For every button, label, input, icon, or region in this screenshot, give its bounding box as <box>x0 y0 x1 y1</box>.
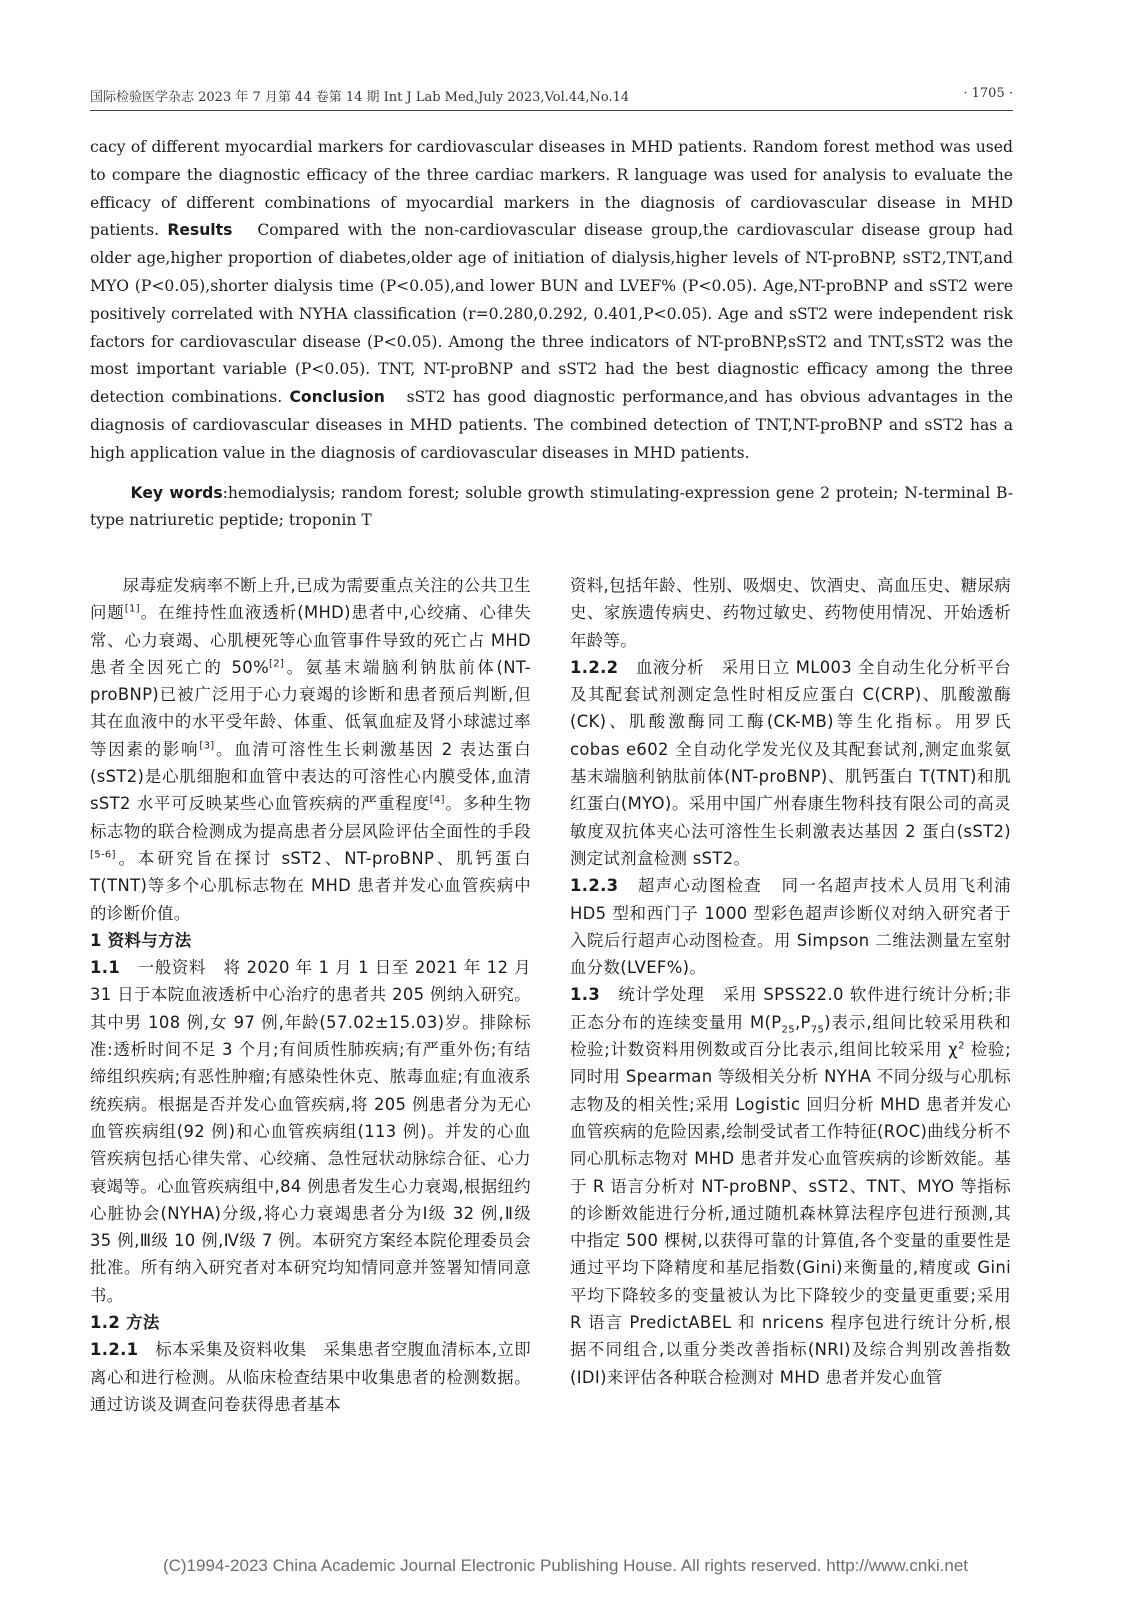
subsection-heading-1-2: 1.2 方法 <box>90 1313 160 1333</box>
subsection-1-3: 1.3 统计学处理 采用 SPSS22.0 软件进行统计分析;非正态分布的连续变量用 $M(P_{25},P_{75})$表示,组间比较采用秩和检验;计数资料用例数或百分比表示,组间比较采用 $\chi^2$ 检验;同时用 Spearman 等级相关分析 NYHA 不同分级与心肌标志物及的相关性;采用 Logistic 回归分析 MHD 患者并发心血管疾病的危险因素,绘制受试者工作特征(ROC)曲线分析不同心肌标志物对 MHD 患者并发心血管疾病的诊断效能。基于 R 语言分析对 NT-proBNP、sST2、TNT、MYO 等指标的诊断效能进行分析,通过随机森林算法程序包进行预测,其中指定 500 棵树,以获得可靠的计算值,各个变量的重要性是通过平均下降精度和基尼指数(Gini)来衡量的,精度或 Gini 平均下降较多的变量被认为比下降较少的变量更重要;采用 R 语言 PredictABEL 和 nricens 程序包进行统计分析,根据不同组合,以重分类改善指标(NRI)及综合判别改善指数(IDI)来评估各种联合检测对 MHD 患者并发心血管 <box>570 985 1011 1387</box>
right-column <box>570 572 1011 1391</box>
english-abstract <box>90 134 1013 535</box>
conclusion-text: sST2 has good diagnostic performance,and has obvious advantages in the diagnosis of cardiovascular diseases in MHD patients. The combined detection of TNT,NT-proBNP and sST2 has a high application value in the diagnosis of cardiovascular diseases in MHD patients. <box>90 388 1013 462</box>
results-text: Compared with the non-cardiovascular disease group,the cardiovascular disease group had older age,higher proportion of diabetes,older age of initiation of dialysis,higher levels of NT-proBNP, sST2,TNT,and MYO (P<0.05),shorter dialysis time (P<0.05),and lower BUN and LVEF% (P<0.05). Age,NT-proBNP and sST2 were positively correlated with NYHA classification (r=0.280,0.292, 0.401,P<0.05). Age and sST2 were independent risk factors for cardiovascular disease (P<0.05). Among the three indicators of NT-proBNP,sST2 and TNT,sST2 was the most important variable (P<0.05). TNT, NT-proBNP and sST2 had the best diagnostic efficacy among the three detection combinations. <box>90 221 1013 407</box>
results-label: Results <box>167 221 233 240</box>
intro-paragraph: 尿毒症发病率不断上升,已成为需要重点关注的公共卫生问题[1]。在维持性血液透析(MHD)患者中,心绞痛、心律失常、心力衰竭、心肌梗死等心血管事件导致的死亡占 MHD 患者全因死亡的 50%[2]。氨基末端脑利钠肽前体(NT-proBNP)已被广泛用于心力衰竭的诊断和患者预后判断,但其在血液中的水平受年龄、体重、低氧血症及肾小球滤过率等因素的影响[3]。血清可溶性生长刺激基因 2 表达蛋白(sST2)是心肌细胞和血管中表达的可溶性心内膜受体,血清 sST2 水平可反映某些心血管疾病的严重程度[4]。多种生物标志物的联合检测成为提高患者分层风险评估全面性的手段[5-6]。本研究旨在探讨 sST2、NT-proBNP、肌钙蛋白 T(TNT)等多个心肌标志物在 MHD 患者并发心血管疾病中的诊断价值。 <box>90 576 531 923</box>
subsection-number: 1.2.3 <box>570 876 619 896</box>
continued-paragraph: 资料,包括年龄、性别、吸烟史、饮酒史、高血压史、糖尿病史、家族遗传病史、药物过敏史、药物使用情况、开始透析年龄等。 <box>570 576 1011 650</box>
keywords-line <box>90 480 1013 536</box>
citation: [1] <box>124 603 141 615</box>
subsection-1-2-2: 1.2.2 血液分析 采用日立 ML003 全自动生化分析平台及其配套试剂测定急性时相反应蛋白 C(CRP)、肌酸激酶(CK)、肌酸激酶同工酶(CK-MB)等生化指标。用罗氏 cobas e602 全自动化学发光仪及其配套试剂,测定血浆氨基末端脑利钠肽前体(NT-proBNP)、肌钙蛋白 T(TNT)和肌红蛋白(MYO)。采用中国广州春康生物科技有限公司的高灵敏度双抗体夹心法可溶性生长刺激表达基因 2 蛋白(sST2)测定试剂盒检测 sST2。 <box>570 657 1011 868</box>
subsection-number: 1.1 <box>90 958 121 978</box>
copyright-footer: (C)1994-2023 China Academic Journal Electronic Publishing House. All rights reserved. http://www.cnki.net <box>162 1556 969 1575</box>
subsection-title: 一般资料 <box>137 958 207 978</box>
citation: [5-6] <box>90 849 116 861</box>
subsection-number: 1.2.1 <box>90 1340 139 1360</box>
subsection-1-2-1: 1.2.1 标本采集及资料收集 采集患者空腹血清标本,立即离心和进行检测。从临床检查结果中收集患者的检测数据。通过访谈及调查问卷获得患者基本 <box>90 1340 531 1414</box>
subsection-title: 超声心动图检查 <box>638 876 763 896</box>
citation: [3] <box>199 740 215 752</box>
page-number: · 1705 · <box>963 86 1013 101</box>
abstract-body <box>90 134 1013 468</box>
running-title: 国际检验医学杂志 2023 年 7 月第 44 卷第 14 期 Int J Lab Med,July 2023,Vol.44,No.14 <box>90 90 630 105</box>
citation: [4] <box>429 794 445 806</box>
subsection-number: 1.2.2 <box>570 657 619 677</box>
subsection-title: 血液分析 <box>636 657 705 677</box>
abstract-methods-text: cacy of different myocardial markers for cardiovascular diseases in MHD patients. Random forest method was used to compare the diagnostic efficacy of the three cardiac markers. R language was used for analysis to evaluate the efficacy of different combinations of myocardial markers in the diagnosis of cardiovascular disease in MHD patients. <box>90 138 1013 240</box>
superscript: 2 <box>958 1040 965 1052</box>
subsection-number: 1.3 <box>570 985 601 1005</box>
header-rule <box>90 110 1013 111</box>
subscript: 25 <box>781 1024 795 1036</box>
keywords-text: :hemodialysis; random forest; soluble growth stimulating-expression gene 2 protein; N-terminal B-type natriuretic peptide; troponin T <box>90 483 1014 530</box>
subsection-title: 标本采集及资料收集 <box>155 1340 307 1360</box>
subsection-1-2-3: 1.2.3 超声心动图检查 同一名超声技术人员用飞利浦 HD5 型和西门子 1000 型彩色超声诊断仪对纳入研究者于入院后行超声心动图检查。用 Simpson 二维法测量左室射血分数(LVEF%)。 <box>570 876 1011 978</box>
left-column <box>90 572 531 1418</box>
keywords-label: Key words <box>130 483 223 502</box>
citation: [2] <box>269 658 285 670</box>
subsection-title: 统计学处理 <box>618 985 705 1005</box>
conclusion-label: Conclusion <box>289 388 385 407</box>
subsection-1-1: 1.1 一般资料 将 2020 年 1 月 1 日至 2021 年 12 月 31 日于本院血液透析中心治疗的患者共 205 例纳入研究。其中男 108 例,女 97 例,年龄(57.02±15.03)岁。排除标准:透析时间不足 3 个月;有间质性肺疾病;有严重外伤;有结缔组织疾病;有恶性肿瘤;有感染性休克、脓毒血症;有血液系统疾病。根据是否并发心血管疾病,将 205 例患者分为无心血管疾病组(92 例)和心血管疾病组(113 例)。并发的心血管疾病包括心律失常、心绞痛、急性冠状动脉综合征、心力衰竭等。心血管疾病组中,84 例患者发生心力衰竭,根据纽约心脏协会(NYHA)分级,将心力衰竭患者分为Ⅰ级 32 例,Ⅱ级 35 例,Ⅲ级 10 例,Ⅳ级 7 例。本研究方案经本院伦理委员会批准。所有纳入研究者对本研究均知情同意并签署知情同意书。 <box>90 958 531 1305</box>
section-heading-1: 1 资料与方法 <box>90 930 192 950</box>
subscript: 75 <box>810 1024 825 1036</box>
